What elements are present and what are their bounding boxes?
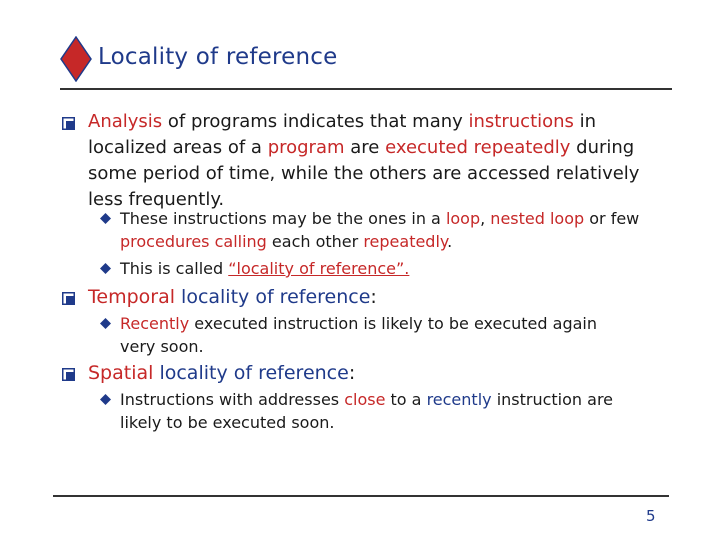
term-analysis: Analysis <box>88 111 163 132</box>
text: : <box>348 362 356 384</box>
term-recently: recently <box>426 390 492 409</box>
term-spatial: Spatial <box>88 362 154 384</box>
sub-bullet-loops <box>120 207 639 253</box>
sub-bullet-spatial <box>120 388 613 434</box>
square-bullet-icon <box>62 368 75 381</box>
text: localized areas of a <box>88 137 268 158</box>
text: some period of time, while the others are accessed relatively <box>88 163 640 184</box>
text: in <box>573 111 597 132</box>
text: or few <box>584 209 640 228</box>
diamond-bullet-icon <box>100 263 111 274</box>
text: . <box>447 232 453 251</box>
text: less frequently. <box>88 189 225 210</box>
term-recently: Recently <box>120 314 190 333</box>
text: Instructions with addresses <box>120 390 345 409</box>
term-temporal: Temporal <box>88 286 175 308</box>
text: very soon. <box>120 337 204 356</box>
bullet-temporal <box>88 284 377 310</box>
diamond-icon <box>60 36 92 82</box>
term-locality-of-reference: “locality of reference”. <box>228 259 410 278</box>
bullet-analysis <box>88 109 639 213</box>
text: during <box>570 137 635 158</box>
title-underline <box>60 88 672 90</box>
text: , <box>480 209 491 228</box>
bullet-spatial <box>88 360 355 386</box>
term-loop: loop <box>445 209 481 228</box>
diamond-bullet-icon <box>100 318 111 329</box>
term-locality: locality of reference <box>153 362 349 384</box>
sub-bullet-called <box>120 257 409 280</box>
diamond-bullet-icon <box>100 213 111 224</box>
term-program: program <box>267 137 345 158</box>
term-procedures-calling: procedures calling <box>120 232 267 251</box>
term-nested-loop: nested loop <box>490 209 585 228</box>
text: This is called <box>120 259 229 278</box>
term-repeatedly: repeatedly <box>363 232 448 251</box>
square-bullet-icon <box>62 292 75 305</box>
text: are <box>344 137 386 158</box>
text: instruction are <box>491 390 614 409</box>
term-locality: locality of reference <box>175 286 371 308</box>
footer-rule <box>53 495 669 497</box>
text: These instructions may be the ones in a <box>120 209 446 228</box>
text: to a <box>385 390 427 409</box>
diamond-bullet-icon <box>100 394 111 405</box>
term-executed-repeatedly: executed repeatedly <box>385 137 571 158</box>
text: : <box>370 286 377 308</box>
text: each other <box>266 232 364 251</box>
term-instructions: instructions <box>468 111 574 132</box>
page-number: 5 <box>646 507 656 525</box>
square-bullet-icon <box>62 117 75 130</box>
text: likely to be executed soon. <box>120 413 335 432</box>
sub-bullet-temporal <box>120 312 597 358</box>
text: of programs indicates that many <box>162 111 469 132</box>
term-close: close <box>344 390 386 409</box>
text: executed instruction is likely to be executed again <box>189 314 597 333</box>
slide-title: Locality of reference <box>98 44 338 70</box>
